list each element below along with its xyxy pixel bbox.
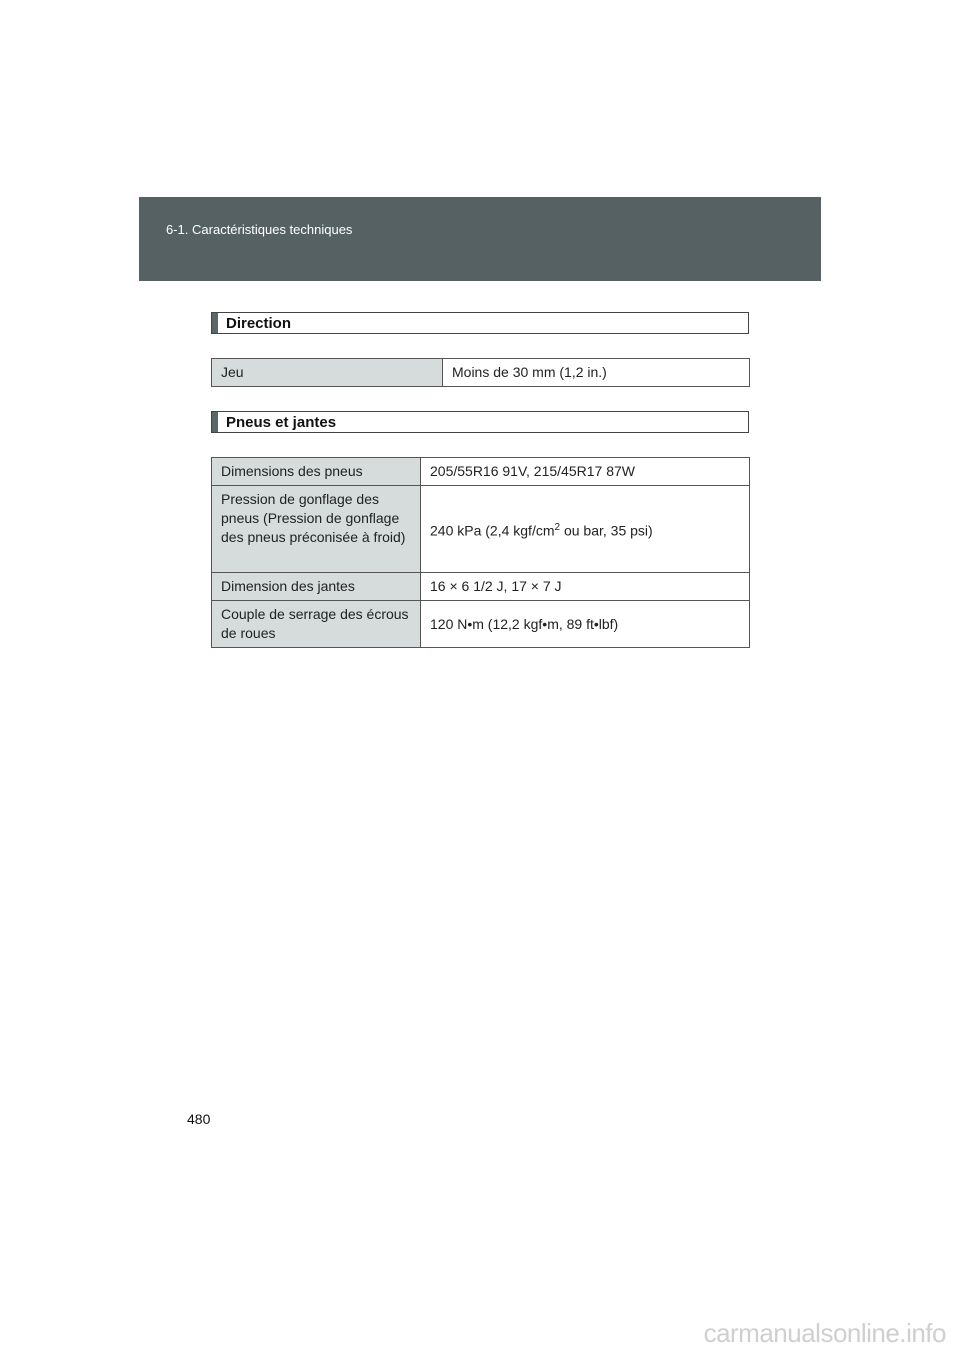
row-label: Pression de gonflage des pneus (Pression de gonflage des pneus préconisée à froid) bbox=[212, 486, 421, 573]
heading-text: Direction bbox=[226, 315, 292, 332]
tires-table bbox=[211, 457, 750, 648]
row-label: Couple de serrage des écrous de roues bbox=[212, 601, 421, 648]
value-text: 240 kPa (2,4 kgf/cm bbox=[430, 522, 555, 539]
table-row bbox=[212, 458, 750, 486]
row-value: 120 N•m (12,2 kgf•m, 89 ft•lbf) bbox=[421, 601, 750, 648]
table-row bbox=[212, 359, 750, 387]
section-heading-direction bbox=[211, 312, 749, 334]
value-superscript: 2 bbox=[554, 521, 561, 533]
table-row bbox=[212, 573, 750, 601]
row-value: 16 × 6 1/2 J, 17 × 7 J bbox=[421, 573, 750, 601]
row-label: Dimension des jantes bbox=[212, 573, 421, 601]
heading-marker bbox=[212, 313, 218, 333]
section-heading-tires bbox=[211, 411, 749, 433]
chapter-header bbox=[139, 197, 821, 281]
direction-table bbox=[211, 358, 750, 387]
table-row bbox=[212, 486, 750, 573]
row-label: Jeu bbox=[212, 359, 443, 387]
row-value: 205/55R16 91V, 215/45R17 87W bbox=[421, 458, 750, 486]
section-title: 6-1. Caractéristiques techniques bbox=[166, 222, 353, 237]
heading-marker bbox=[212, 412, 218, 432]
value-text: ou bar, 35 psi) bbox=[560, 522, 653, 539]
row-value: Moins de 30 mm (1,2 in.) bbox=[443, 359, 750, 387]
watermark: carmanualsonline.info bbox=[703, 1318, 946, 1348]
table-row bbox=[212, 601, 750, 648]
row-label: Dimensions des pneus bbox=[212, 458, 421, 486]
row-value bbox=[421, 486, 750, 573]
heading-text: Pneus et jantes bbox=[226, 414, 337, 431]
page-number: 480 bbox=[187, 1111, 211, 1127]
